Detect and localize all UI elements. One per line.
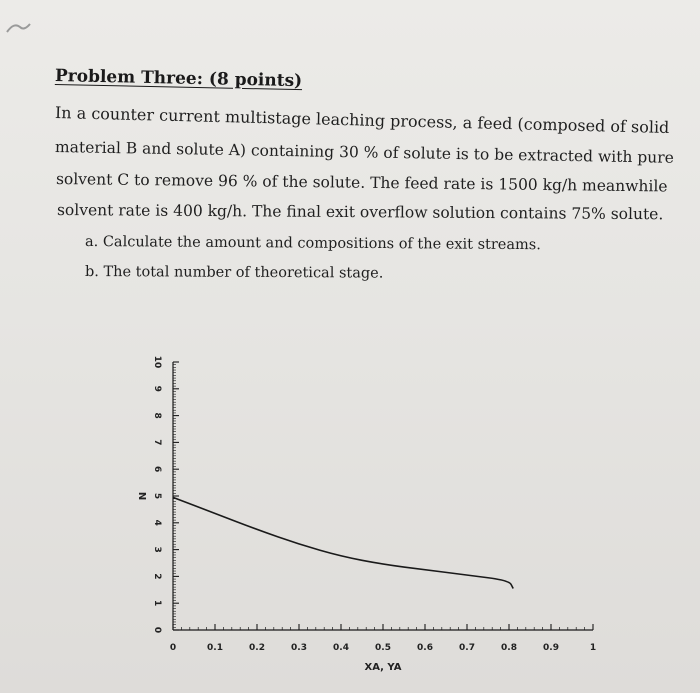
y-tick-label: 7 <box>152 439 162 446</box>
x-tick-label: 0.8 <box>501 643 517 653</box>
x-tick-label: 0.7 <box>459 643 475 653</box>
x-tick-label: 0.6 <box>417 643 433 653</box>
x-tick-label: 0.4 <box>333 643 349 653</box>
x-tick-label: 0.9 <box>543 643 559 653</box>
question-b: b. The total number of theoretical stage. <box>84 264 384 282</box>
y-tick-label: 6 <box>152 466 162 473</box>
x-tick-label: 0.3 <box>291 643 307 653</box>
y-tick-label: 8 <box>152 412 162 419</box>
y-tick-label: 10 <box>152 355 162 369</box>
x-tick-label: 0.5 <box>375 643 391 653</box>
y-tick-label: 4 <box>152 519 162 526</box>
problem-text-line-4: solvent rate is 400 kg/h. The final exit overflow solution contains 75% solute. <box>56 201 664 224</box>
x-tick-label: 0.1 <box>207 643 223 653</box>
problem-text-line-2: material B and solute A) containing 30 % of solute is to be extracted with pure <box>54 138 674 167</box>
y-tick-label: 1 <box>152 600 162 607</box>
y-tick-label: 5 <box>152 492 162 500</box>
y-tick-label: 3 <box>152 546 162 553</box>
y-axis-title: N <box>136 491 147 501</box>
y-tick-label: 9 <box>152 385 162 392</box>
series-line-underflow-curve <box>173 497 513 588</box>
x-tick-label: 0.2 <box>249 643 265 653</box>
x-tick-label: 1 <box>589 643 597 653</box>
problem-text-line-3: solvent C to remove 96 % of the solute. The feed rate is 1500 kg/h meanwhile <box>55 170 668 196</box>
x-tick-label: 0 <box>169 643 177 653</box>
question-a: a. Calculate the amount and compositions of the exit streams. <box>84 234 541 254</box>
problem-heading: Problem Three: (8 points) <box>54 66 303 92</box>
y-tick-label: 0 <box>152 626 162 634</box>
problem-text-line-1: In a counter current multistage leaching process, a feed (composed of solid <box>54 103 670 138</box>
y-tick-label: 2 <box>152 573 162 580</box>
x-axis-title: XA, YA <box>364 662 402 673</box>
